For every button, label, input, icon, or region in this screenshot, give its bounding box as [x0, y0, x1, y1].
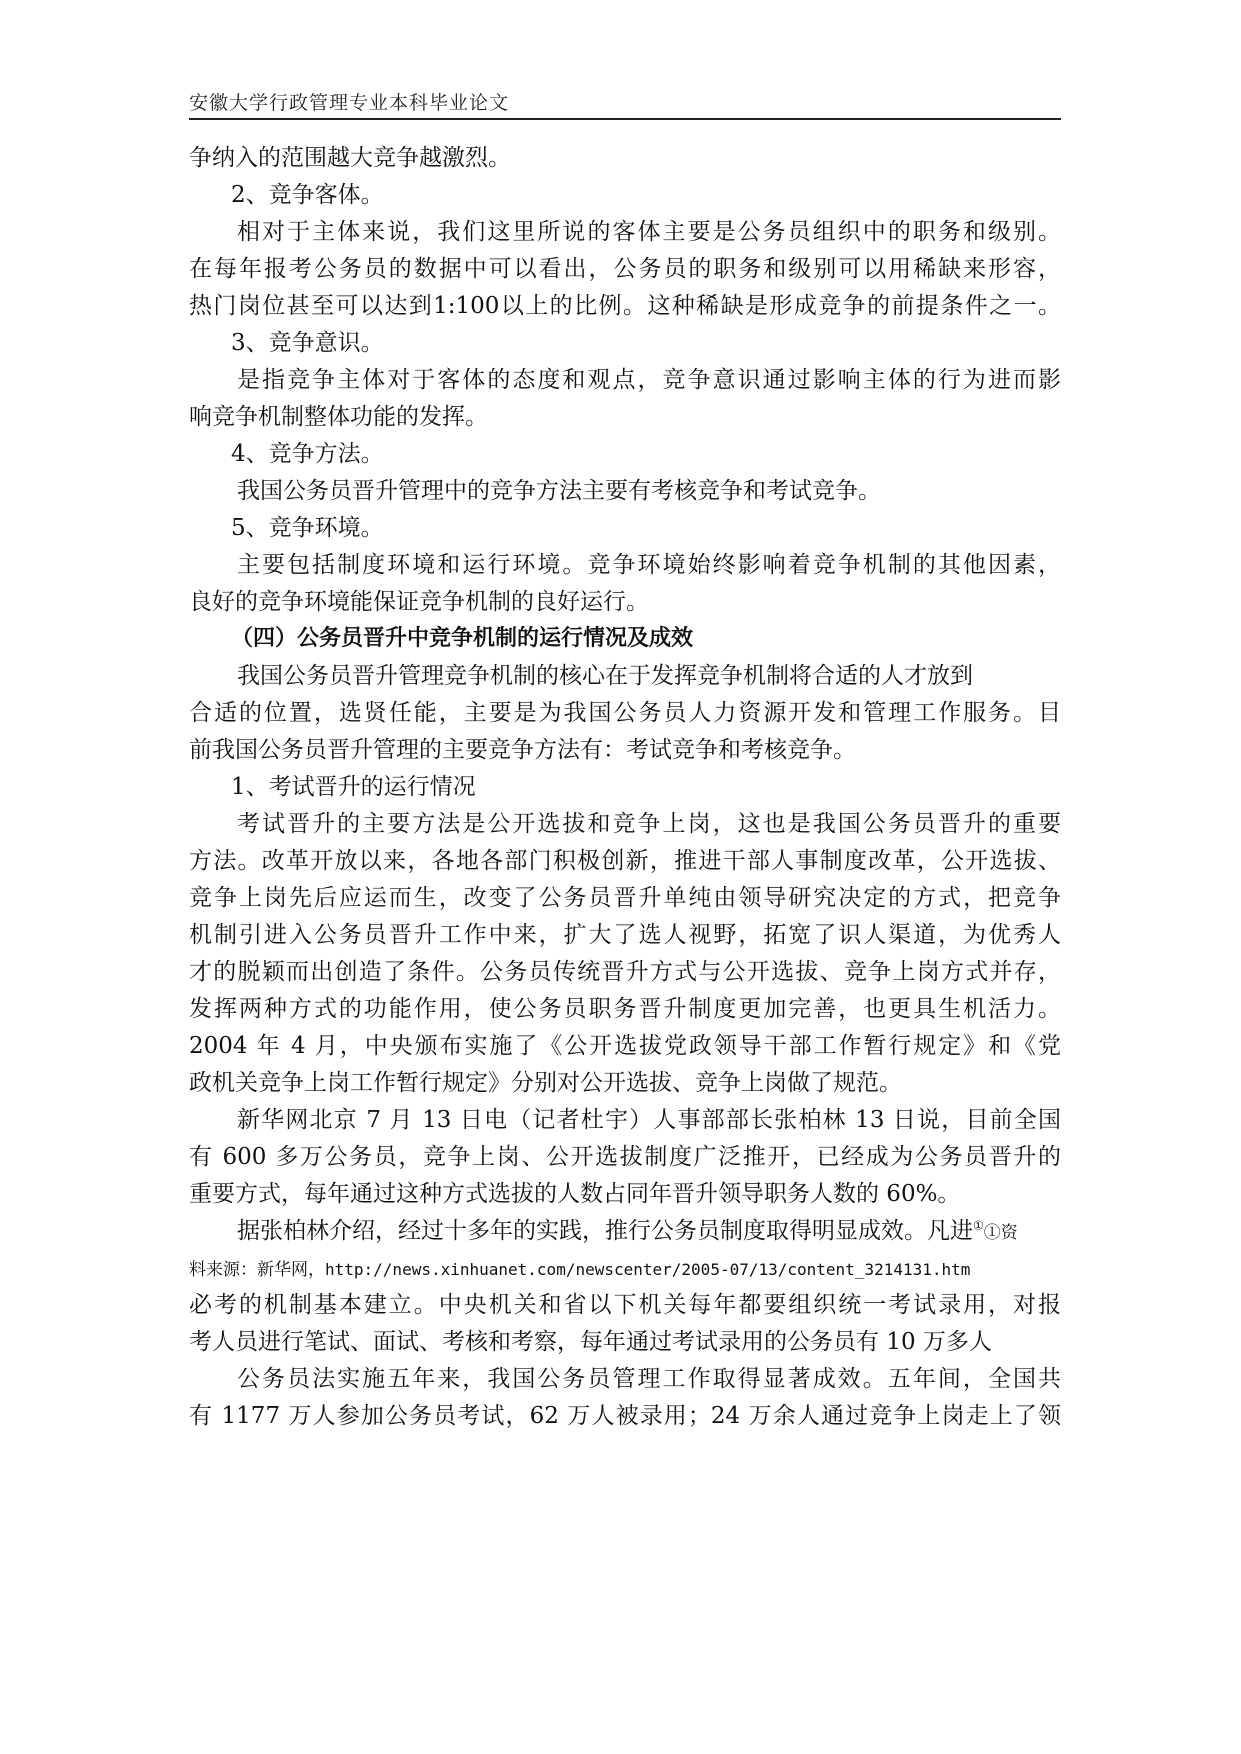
section-item-heading: 3、竞争意识。: [231, 330, 384, 356]
paragraph-line: 是指竞争主体对于客体的态度和观点，竞争意识通过影响主体的行为进而影: [237, 367, 1061, 393]
footnote-source: [189, 1251, 1061, 1285]
paragraph-line: 重要方式，每年通过这种方式选拔的人数占同年晋升领导职务人数的 60%。: [189, 1181, 961, 1207]
paragraph-line: 主要包括制度环境和运行环境。竞争环境始终影响着竞争机制的其他因素，: [237, 552, 1061, 578]
paragraph-line: 必考的机制基本建立。中央机关和省以下机关每年都要组织统一考试录用，对报: [189, 1292, 1061, 1318]
paragraph-line: 响竞争机制整体功能的发挥。: [189, 404, 488, 430]
paragraph-line: 发挥两种方式的功能作用，使公务员职务晋升制度更加完善，也更具生机活力。: [189, 996, 1061, 1022]
running-header-title: 安徽大学行政管理专业本科毕业论文: [189, 92, 510, 114]
section-item-heading: 2、竞争客体。: [231, 182, 384, 208]
running-header: [189, 86, 1061, 120]
paragraph-line: 相对于主体来说，我们这里所说的客体主要是公务员组织中的职务和级别。: [237, 219, 1061, 245]
paragraph-line: 竞争上岗先后应运而生，改变了公务员晋升单纯由领导研究决定的方式，把竞争: [189, 885, 1061, 911]
paragraph-line: 合适的位置，选贤任能，主要是为我国公务员人力资源开发和管理工作服务。目: [189, 700, 1061, 726]
footnote-ref-mark: ①: [973, 1218, 984, 1233]
paragraph-line: 考试晋升的主要方法是公开选拔和竞争上岗，这也是我国公务员晋升的重要: [237, 811, 1061, 837]
paragraph-line: 机制引进入公务员晋升工作中来，扩大了选人视野，拓宽了识人渠道，为优秀人: [189, 922, 1061, 948]
paragraph-line-with-footnote: [237, 1214, 1061, 1248]
paragraph-line: 我国公务员晋升管理中的竞争方法主要有考核竞争和考试竞争。: [237, 478, 881, 504]
footnote-label: 资: [1000, 1223, 1018, 1243]
paragraph-line: 政机关竞争上岗工作暂行规定》分别对公开选拔、竞争上岗做了规范。: [189, 1070, 902, 1096]
paragraph-line: 前我国公务员晋升管理的主要竞争方法有：考试竞争和考核竞争。: [189, 737, 856, 763]
paragraph-line: 公务员法实施五年来，我国公务员管理工作取得显著成效。五年间，全国共: [237, 1366, 1061, 1392]
paragraph-line: 争纳入的范围越大竞争越激烈。: [189, 145, 511, 171]
paragraph-line: 2004 年 4 月，中央颁布实施了《公开选拔党政领导干部工作暂行规定》和《党: [189, 1033, 1061, 1059]
paragraph-line: 热门岗位甚至可以达到1:100以上的比例。这种稀缺是形成竞争的前提条件之一。: [189, 293, 1061, 319]
paragraph-line: 方法。改革开放以来，各地各部门积极创新，推进干部人事制度改革，公开选拔、: [189, 848, 1061, 874]
section-heading: （四）公务员晋升中竞争机制的运行情况及成效: [231, 626, 694, 651]
section-item-heading: 4、竞争方法。: [231, 441, 384, 467]
footnote-source-label: 料来源：新华网，: [189, 1260, 325, 1280]
footnote-url: http://news.xinhuanet.com/newscenter/2005-07/13/content_3214131.htm: [325, 1260, 971, 1279]
section-item-heading: 1、考试晋升的运行情况: [231, 774, 476, 800]
paragraph-line: 才的脱颖而出创造了条件。公务员传统晋升方式与公开选拔、竞争上岗方式并存，: [189, 959, 1061, 985]
section-item-heading: 5、竞争环境。: [231, 515, 384, 541]
paragraph-line: 我国公务员晋升管理竞争机制的核心在于发挥竞争机制将合适的人才放到: [237, 663, 973, 689]
footnote-mark: ①: [983, 1223, 1001, 1243]
paragraph-line: 在每年报考公务员的数据中可以看出，公务员的职务和级别可以用稀缺来形容，: [189, 256, 1061, 282]
paragraph-line: 考人员进行笔试、面试、考核和考察，每年通过考试录用的公务员有 10 万多人: [189, 1329, 992, 1355]
paragraph-line: 新华网北京 7 月 13 日电（记者杜宇）人事部部长张柏林 13 日说，目前全国: [237, 1107, 1061, 1133]
paragraph-line: 有 600 多万公务员，竞争上岗、公开选拔制度广泛推开，已经成为公务员晋升的: [189, 1144, 1061, 1170]
paragraph-text: 据张柏林介绍，经过十多年的实践，推行公务员制度取得明显成效。凡进: [237, 1218, 973, 1244]
paragraph-line: 良好的竞争环境能保证竞争机制的良好运行。: [189, 589, 649, 615]
paragraph-line: 有 1177 万人参加公务员考试，62 万人被录用；24 万余人通过竞争上岗走上了领: [189, 1403, 1061, 1429]
